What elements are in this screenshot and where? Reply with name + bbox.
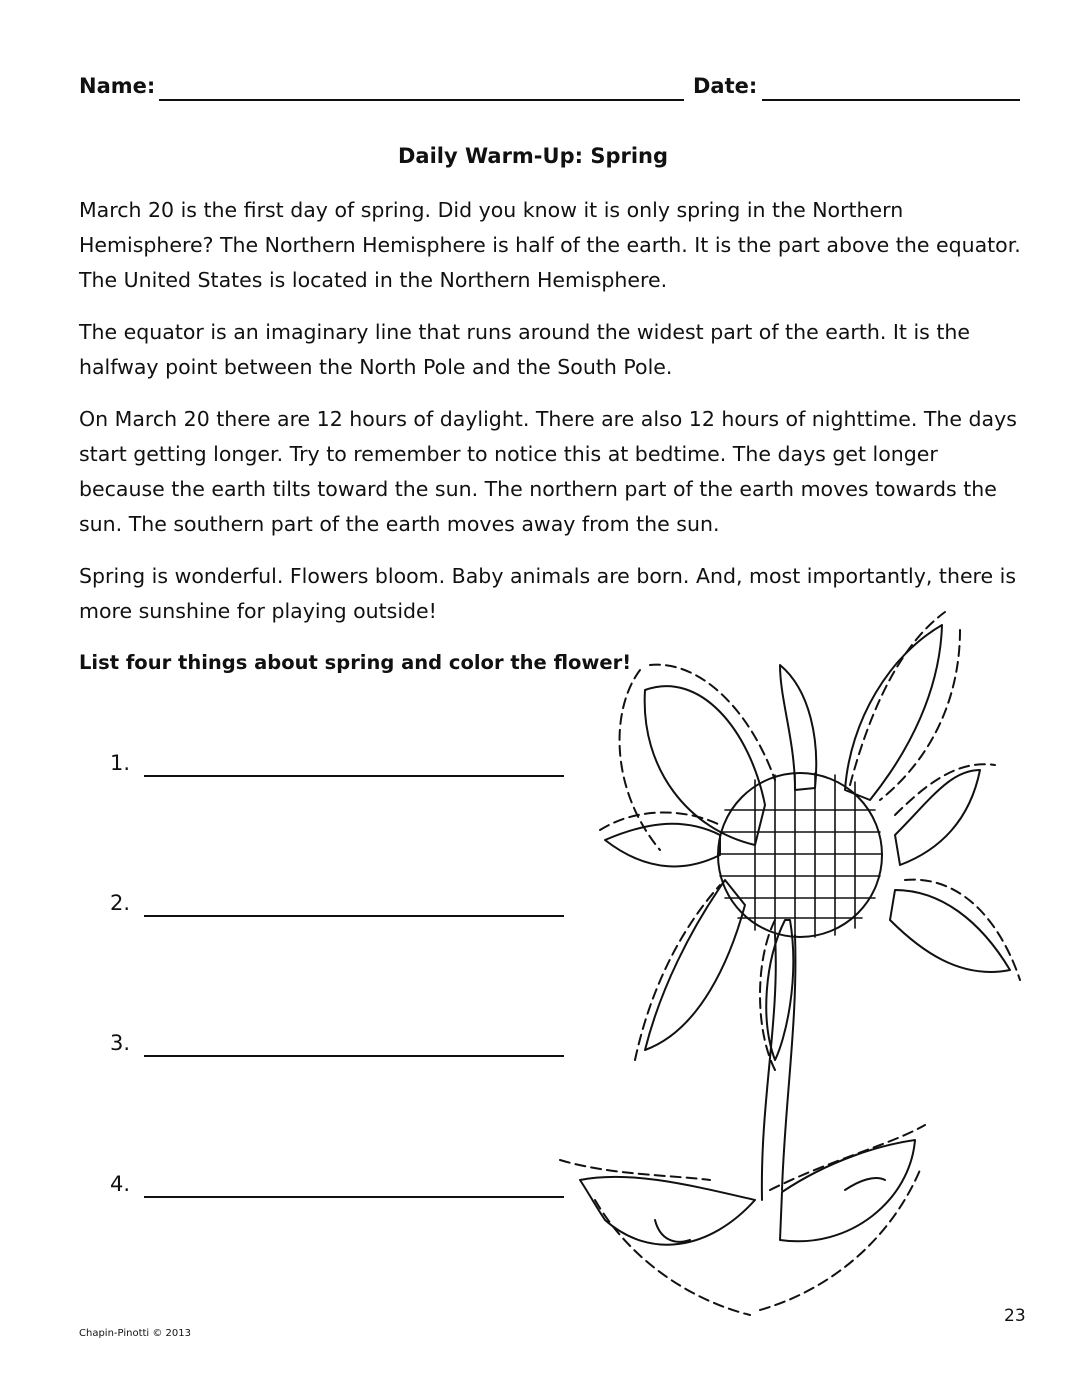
petal: [845, 625, 942, 800]
list-item-number: 1.: [110, 751, 131, 775]
copyright-footer: Chapin-Pinotti © 2013: [79, 1328, 191, 1339]
list-item: [110, 1031, 570, 1065]
petal: [890, 890, 1010, 972]
list-item-number: 2.: [110, 891, 131, 915]
list-item: [110, 1172, 570, 1206]
answer-line-3[interactable]: [144, 1055, 564, 1057]
petal: [645, 686, 765, 845]
flower-leaf: [780, 1140, 915, 1241]
date-field[interactable]: [762, 99, 1020, 101]
flower-leaf: [580, 1177, 755, 1245]
petal: [780, 665, 816, 790]
petal: [645, 880, 745, 1050]
worksheet-title: Daily Warm-Up: Spring: [397, 144, 669, 168]
name-label: Name:: [79, 74, 156, 98]
answer-line-4[interactable]: [144, 1196, 564, 1198]
petal: [605, 824, 720, 867]
list-item: [110, 751, 570, 785]
answer-line-1[interactable]: [144, 775, 564, 777]
list-item-number: 4.: [110, 1172, 131, 1196]
date-label: Date:: [693, 74, 758, 98]
paragraph-spring-wonderful: Spring is wonderful. Flowers bloom. Baby animals are born. And, most importantly, there is more sunshine for playing outside!: [79, 564, 1017, 623]
page-number: 23: [1004, 1306, 1026, 1326]
name-field[interactable]: [159, 99, 684, 101]
paragraph-spring-intro: March 20 is the first day of spring. Did you know it is only spring in the Northern Hemisphere? The Northern Hemisphere is half of the earth. It is the part above the equator. The United States is located in the Northern Hemisphere.: [79, 198, 1021, 292]
name-date-header: [79, 74, 1021, 102]
flower-center: [718, 773, 882, 937]
list-item: [110, 891, 570, 925]
petal: [766, 920, 793, 1060]
instruction-text: List four things about spring and color the flower!: [79, 651, 632, 674]
answer-line-2[interactable]: [144, 915, 564, 917]
paragraph-daylight: On March 20 there are 12 hours of daylight. There are also 12 hours of nighttime. The days start getting longer. Try to remember to notice this at bedtime. The days get longer because the earth tilts toward the sun. The northern part of the earth moves towards the sun. The southern part of the earth moves away from the sun.: [79, 407, 1017, 536]
paragraph-equator: The equator is an imaginary line that runs around the widest part of the earth. It is the halfway point between the North Pole and the South Pole.: [79, 320, 971, 379]
petal: [895, 770, 980, 865]
list-item-number: 3.: [110, 1031, 131, 1055]
flower-illustration: [550, 600, 1040, 1330]
